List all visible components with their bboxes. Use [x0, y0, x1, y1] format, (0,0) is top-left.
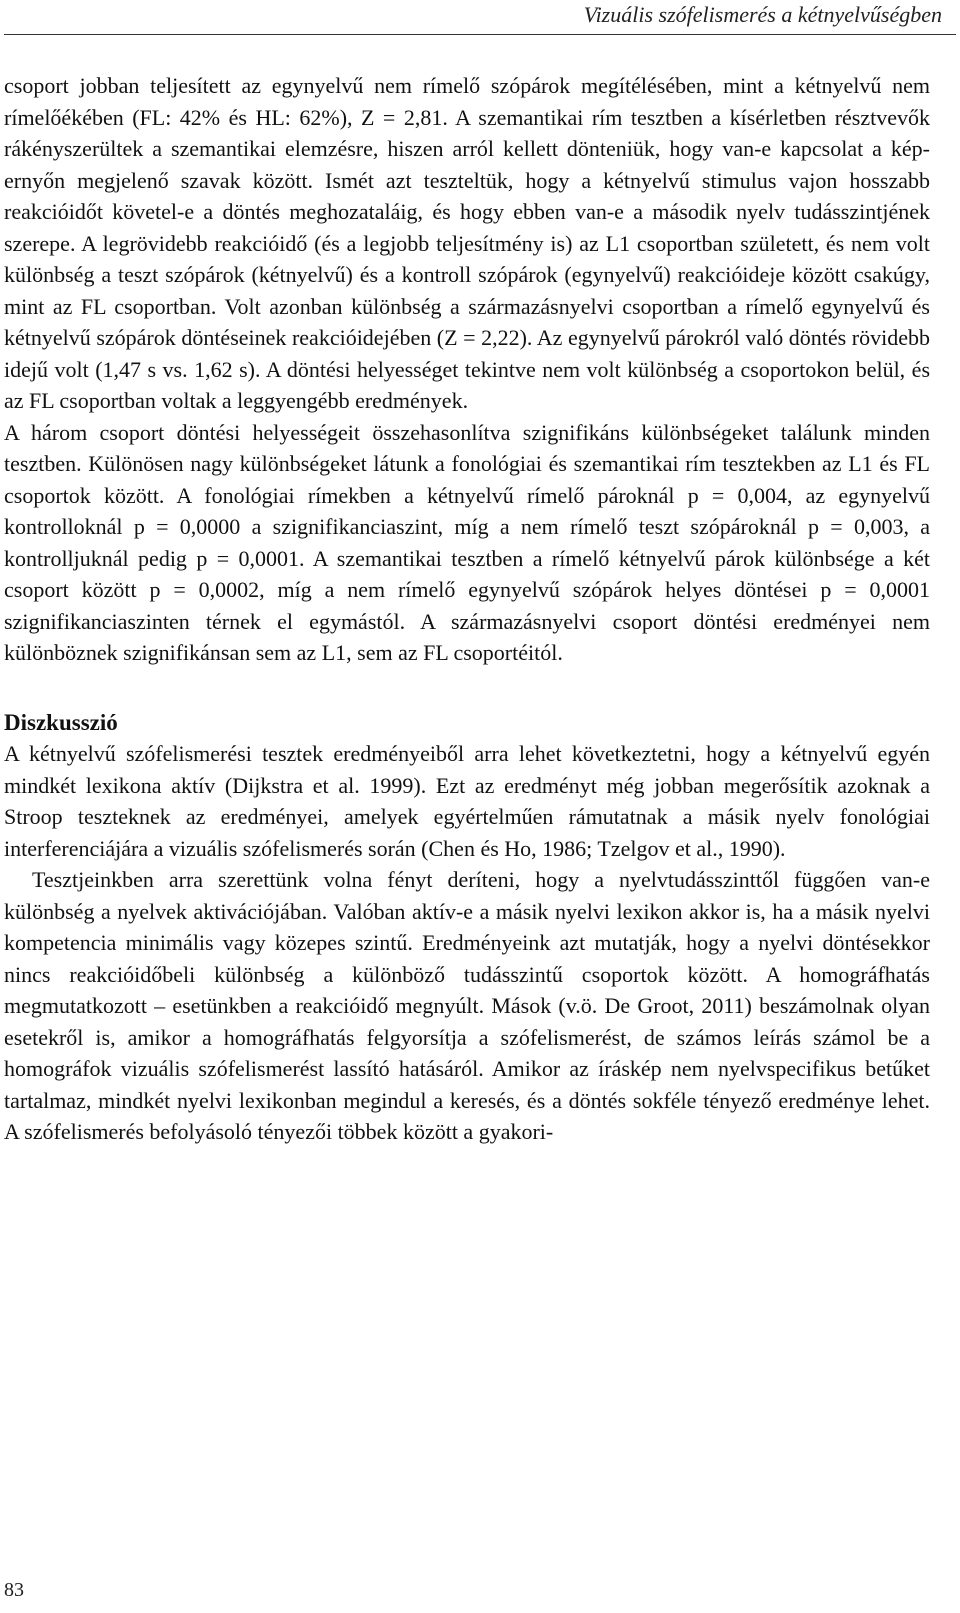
- header-rule: [4, 34, 956, 35]
- body-text: [4, 70, 930, 1148]
- discussion-paragraph-2: Tesztjeinkben arra szerettünk volna fényt deríteni, hogy a nyelvtudásszinttől függően van-e különbség a nyelvek aktivációjában. Valóban aktív-e a másik nyelvi lexikon akkor is, ha a másik nyelvi kompetencia minimális vagy közepes szintű. Eredményeink azt mutatják, hogy a nyelvi döntésekkor nincs reakcióidőbeli különbség a különböző tudásszintű csoportok között. A homográfhatás megmutatkozott – esetünkben a reakcióidő megnyúlt. Mások (v.ö. De Groot, 2011) beszámolnak olyan esetekről is, amikor a homográfhatás felgyorsítja a szófelismerést, de számos leírás számol be a homográfok vizuális szófelismerést lassító hatásáról. Amikor az íráskép nem nyelvspecifikus betűket tartalmaz, mindkét nyelvi lexikonban megindul a keresés, és a döntés sokféle tényező eredménye lehet. A szófelismerés befolyásoló tényezői többek között a gyakori-: [4, 867, 930, 1144]
- page-number: 83: [4, 1579, 24, 1601]
- running-header: Vizuális szófelismerés a kétnyelvűségben: [583, 2, 942, 27]
- discussion-paragraph-1: A kétnyelvű szófelismerési tesztek eredményeiből arra lehet következtetni, hogy a kétnyelvű egyén mindkét lexikona aktív (Dijkstra et al. 1999). Ezt az eredményt még jobban megerősítik azoknak a Stroop teszteknek az eredményei, amelyek egyértelműen rámutatnak a másik nyelv fonológiai interferenciájára a vizuális szófelismerés során (Chen és Ho, 1986; Tzelgov et al., 1990).: [4, 741, 930, 861]
- results-paragraph-1: csoport jobban teljesített az egynyelvű nem rímelő szópárok megítélésében, mint a kétnyelvű nem rímelőékében (FL: 42% és HL: 62%), Z = 2,81. A szemantikai rím tesztben a kísérletben résztvevők rákényszerültek a szemantikai elemzésre, hiszen arról kellett dönteniük, hogy van-e kapcsolat a képernyőn megjelenő szavak között. Ismét azt teszteltük, hogy a kétnyelvű stimulus vajon hosszabb reakcióidőt követel-e a döntés meghozataláig, és hogy ebben van-e a második nyelv tudásszintjének szerepe. A legrövidebb reakcióidő (és a legjobb teljesítmény is) az L1 csoportban született, és nem volt különbség a teszt szópárok (kétnyelvű) és a kontroll szópárok (egynyelvű) reakcióideje között csakúgy, mint az FL csoportban. Volt azonban különbség a származásnyelvi csoportban a rímelő egynyelvű és kétnyelvű szópárok döntéseinek reakcióidejében (Z = 2,22). Az egynyelvű párokról való döntés rövidebb idejű volt (1,47 s vs. 1,62 s). A döntési helyességet tekintve nem volt különbség a csoportokon belül, és az FL csoportban voltak a leggyengébb eredmények.: [4, 73, 930, 413]
- section-heading-discussion: Diszkusszió: [4, 709, 118, 735]
- results-paragraph-2: A három csoport döntési helyességeit összehasonlítva szignifikáns különbségeket találunk minden tesztben. Különösen nagy különbségeket látunk a fonológiai és szemantikai rím tesztekben az L1 és FL csoportok között. A fonológiai rímekben a kétnyelvű rímelő pároknál p = 0,004, az egynyelvű kontrolloknál p = 0,0000 a szignifikanciaszint, míg a nem rímelő teszt szópároknál p = 0,003, a kontrolljuknál pedig p = 0,0001. A szemantikai tesztben a rímelő kétnyelvű párok különbsége a két csoport között p = 0,0002, míg a nem rímelő egynyelvű szópárok helyes döntései p = 0,0001 szignifikanciaszinten térnek el egymástól. A származásnyelvi csoport döntési eredményei nem különböznek szignifikánsan sem az L1, sem az FL csoportéitól.: [4, 419, 930, 665]
